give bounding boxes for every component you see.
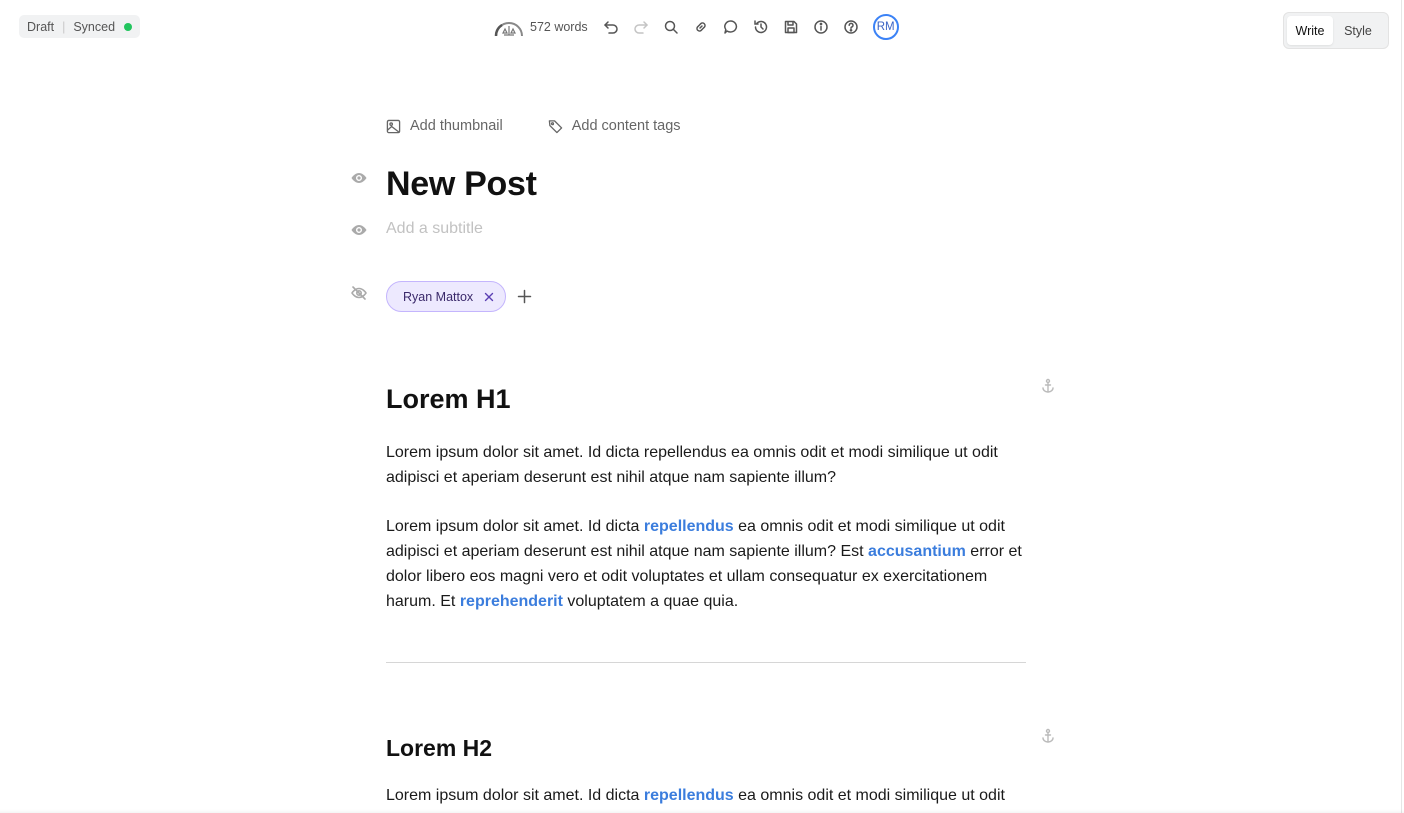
redo-icon[interactable] xyxy=(626,12,656,42)
heading-h1[interactable]: Lorem H1 xyxy=(386,384,511,414)
history-icon[interactable] xyxy=(746,12,776,42)
sync-status: Synced xyxy=(73,19,116,34)
comment-icon[interactable] xyxy=(716,12,746,42)
right-edge-divider xyxy=(1401,0,1402,813)
heading-anchor-icon[interactable] xyxy=(1040,728,1056,744)
paragraph[interactable] xyxy=(386,514,1026,614)
paragraph-text: ea omnis odit et modi similique ut odit adipisci et aperiam deserunt est nihil atque nam sapiente illum? Est xyxy=(386,518,1005,560)
subtitle-input[interactable]: Add a subtitle xyxy=(386,220,483,237)
post-body-editor[interactable] xyxy=(386,380,1026,808)
add-thumbnail-button[interactable] xyxy=(386,118,503,134)
author-chip xyxy=(386,281,506,312)
author-visibility-eye-off-icon[interactable] xyxy=(350,284,368,302)
style-mode-button[interactable]: Style xyxy=(1344,23,1372,38)
bottom-scroll-shadow xyxy=(0,809,1404,813)
horizontal-rule xyxy=(386,662,1026,663)
readability-gauge-icon[interactable] xyxy=(492,12,526,42)
search-icon[interactable] xyxy=(656,12,686,42)
inline-link-repellendus[interactable]: repellendus xyxy=(643,518,734,535)
heading-h2[interactable]: Lorem H2 xyxy=(386,735,493,761)
add-author-plus-icon[interactable] xyxy=(516,288,533,305)
post-meta-actions xyxy=(386,118,726,134)
info-icon[interactable] xyxy=(806,12,836,42)
paragraph-text: voluptatem a quae quia. xyxy=(562,593,739,610)
post-status-pill xyxy=(19,15,140,38)
inline-link-repellendus[interactable]: repellendus xyxy=(643,787,734,804)
undo-icon[interactable] xyxy=(596,12,626,42)
paragraph-text: Lorem ipsum dolor sit amet. Id dicta xyxy=(386,787,644,804)
save-icon[interactable] xyxy=(776,12,806,42)
image-icon xyxy=(386,119,401,134)
paragraph-text: Lorem ipsum dolor sit amet. Id dicta xyxy=(386,518,644,535)
word-count: 572 words xyxy=(530,20,588,34)
paragraph-text: error et dolor libero eos magni vero et odit voluptates et ullam consequatur ex exercitationem harum. Et xyxy=(386,543,1022,610)
editor-toolbar xyxy=(492,12,899,42)
paragraph[interactable] xyxy=(386,783,1026,808)
title-visibility-eye-icon[interactable] xyxy=(350,169,368,187)
author-name: Ryan Mattox xyxy=(403,289,474,304)
subtitle-visibility-eye-icon[interactable] xyxy=(350,221,368,239)
paragraph[interactable]: Lorem ipsum dolor sit amet. Id dicta repellendus ea omnis odit et modi similique ut odit adipisci et aperiam deserunt est nihil atque nam sapiente illum? xyxy=(386,444,998,486)
status-separator: | xyxy=(62,19,66,34)
heading-anchor-icon[interactable] xyxy=(1040,378,1056,394)
paragraph-text: ea omnis odit et modi similique ut odit xyxy=(733,787,1005,804)
remove-author-close-icon[interactable] xyxy=(483,291,495,303)
link-icon[interactable] xyxy=(686,12,716,42)
inline-link-reprehenderit[interactable]: reprehenderit xyxy=(459,593,563,610)
mode-toggle xyxy=(1283,12,1389,49)
add-content-tags-button[interactable] xyxy=(548,118,681,134)
help-icon[interactable] xyxy=(836,12,866,42)
inline-link-accusantium[interactable]: accusantium xyxy=(868,543,966,560)
sync-indicator-dot xyxy=(124,23,132,31)
user-avatar[interactable]: RM xyxy=(873,14,899,40)
write-mode-button[interactable]: Write xyxy=(1287,16,1333,45)
post-title[interactable]: New Post xyxy=(386,165,537,203)
add-thumbnail-label: Add thumbnail xyxy=(410,118,503,134)
tag-icon xyxy=(548,119,563,134)
add-content-tags-label: Add content tags xyxy=(571,118,681,134)
draft-status: Draft xyxy=(27,19,55,34)
